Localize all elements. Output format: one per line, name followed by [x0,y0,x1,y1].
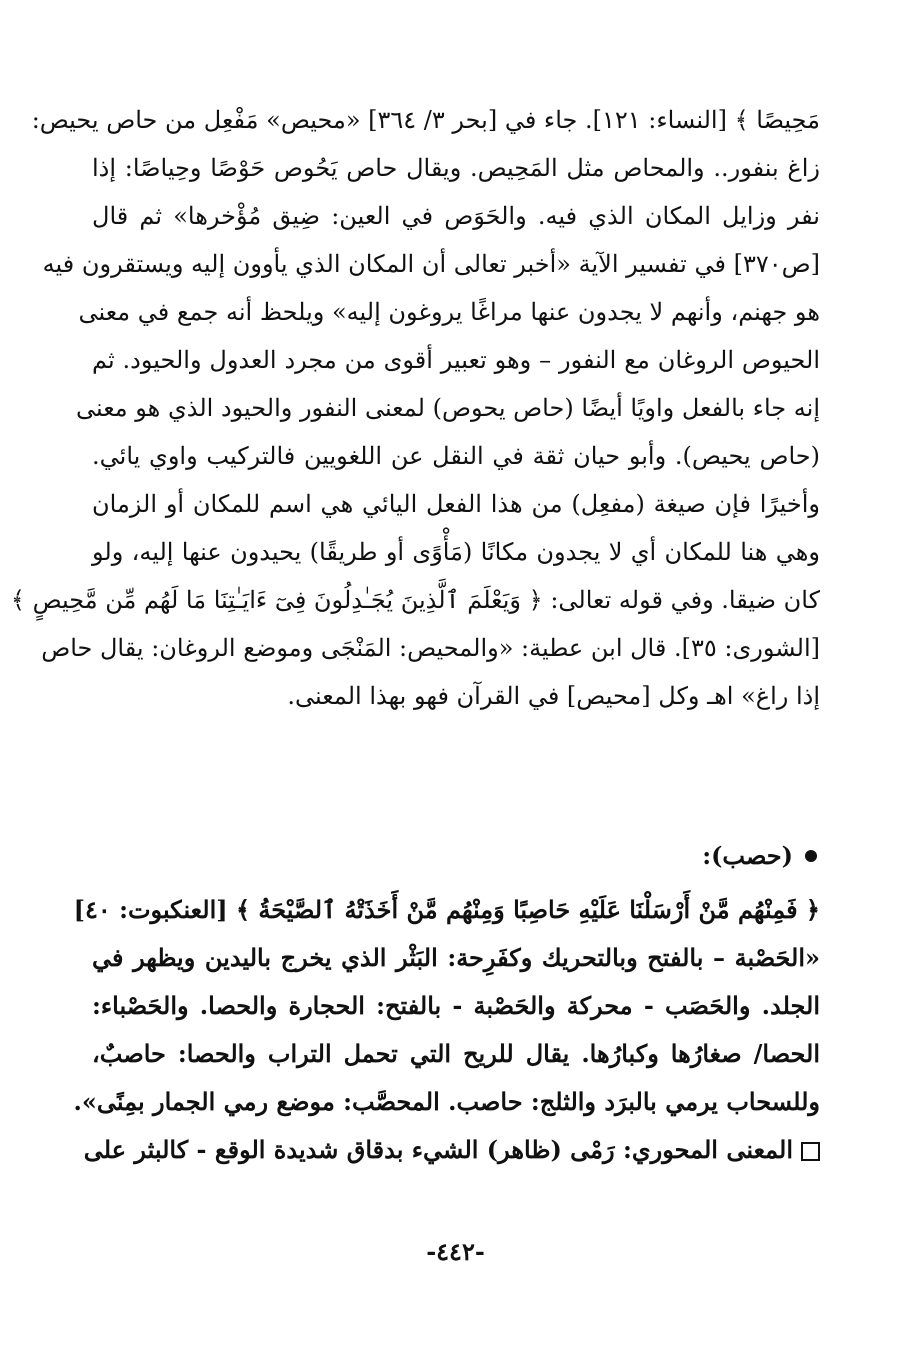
text-line: [الشورى: ٣٥]. قال ابن عطية: «والمحيص: المَنْجَى وموضع الروغان: يقال حاص [41,634,820,662]
text-line: وهي هنا للمكان أي لا يجدون مكانًا (مَأْوًى أو طريقًا) يحيدون عنها إليه، ولو [92,538,820,566]
text-line: إنه جاء بالفعل واويًا أيضًا (حاص يحوص) لمعنى النفور والحيود الذي هو معنى [75,394,820,422]
section-heading [702,832,817,880]
bullet-icon [805,850,817,862]
text-line: نفر وزايل المكان الذي فيه. والحَوَص في العين: ضِيق مُؤْخرها» ثم قال [92,202,820,230]
core-meaning-text: رَمْى (ظاهر) الشيء بدقاق شديدة الوقع - كالبثر على [83,1135,615,1164]
text-line: إذا راغ» اهـ وكل [محيص] في القرآن فهو بهذا المعنى. [287,682,820,710]
page-number: -٤٤٢- [426,1237,485,1266]
quran-verse: ﴿ فَمِنْهُم مَّنْ أَرْسَلْنَا عَلَيْهِ حَاصِبًا وَمِنْهُم مَّنْ أَخَذَتْهُ ٱلصَّيْحَةُ ﴾ [العنكبوت: ٤٠] [73,895,820,924]
text-line: كان ضيقا. وفي قوله تعالى: ﴿ وَيَعْلَمَ ٱلَّذِينَ يُجَـٰدِلُونَ فِىٓ ءَايَـٰتِنَا مَا لَهُم مِّن مَّحِيصٍ ﴾ [10,586,820,614]
paragraph-mahees [10,96,820,720]
text-line: هو جهنم، وأنهم لا يجدون عنها مراغًا يروغون إليه» ويلحظ أنه جمع في معنى [78,298,820,326]
square-icon [801,1142,820,1161]
text-line: «الحَصْبة – بالفتح وبالتحريك وكفَرِحة: البَثْر الذي يخرج باليدين ويظهر في [92,943,820,972]
paragraph-hasab [73,886,820,1174]
core-meaning-label: المعنى المحوري: [622,1135,793,1164]
text-line: (حاص يحيص). وأبو حيان ثقة في النقل عن اللغويين فالتركيب واوي يائي. [92,442,820,470]
text-line: وأخيرًا فإن صيغة (مفعِل) من هذا الفعل اليائي هي اسم للمكان أو الزمان [92,490,820,518]
core-meaning-line [83,1126,820,1174]
text-line: الحصا/ صغارُها وكبارُها. يقال للريح التي تحمل التراب والحصا: حاصبٌ، [92,1039,820,1068]
heading-text: (حصب): [702,841,793,870]
text-line: زاغ بنفور.. والمحاص مثل المَحِيص. ويقال حاص يَحُوص حَوْصًا وحِياصًا: إذا [92,154,820,182]
text-line: [ص٣٧٠] في تفسير الآية «أخبر تعالى أن المكان الذي يأوون إليه ويستقرون فيه [42,250,820,278]
text-line: الحيوص الروغان مع النفور – وهو تعبير أقوى من مجرد العدول والحيود. ثم [92,346,820,374]
text-line: الجلد. والحَصَب - محركة والحَصْبة - بالفتح: الحجارة والحصا. والحَصْباء: [92,991,820,1020]
text-line: مَحِيصًا ﴾ [النساء: ١٢١]. جاء في [بحر ٣/ ٣٦٤] «محيص» مَفْعِل من حاص يحيص: [31,106,820,134]
text-line: وللسحاب يرمي بالبرَد والثلج: حاصب. المحصَّب: موضع رمي الجمار بمِنًى». [73,1087,820,1116]
